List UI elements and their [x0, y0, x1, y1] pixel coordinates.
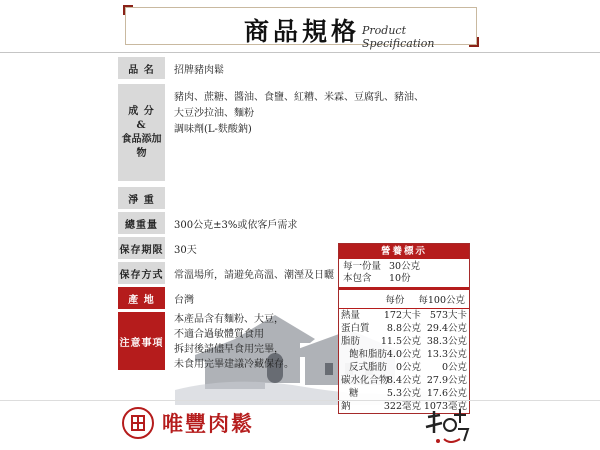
serving-size-label: 每一份量	[343, 261, 382, 272]
storage-label: 保存方式	[118, 262, 165, 284]
origin-value: 台灣	[174, 294, 194, 306]
name-value: 招牌豬肉鬆	[174, 64, 224, 76]
nutrient-per-100g: 13.3公克	[426, 349, 467, 360]
serving-size-value: 30公克	[389, 261, 421, 272]
nutrition-table	[338, 243, 470, 414]
page-header	[0, 0, 600, 52]
notice-value	[174, 312, 294, 370]
nutrient-per-serving: 8.8公克	[386, 323, 421, 334]
nutrient-name: 糖	[349, 388, 359, 399]
nutrition-title: 營養標示	[339, 244, 469, 259]
nutrition-row	[339, 322, 469, 335]
ingredients-label	[118, 84, 165, 181]
total-weight-value: 300公克±3%或依客戶需求	[174, 219, 298, 231]
nutrient-per-100g: 27.9公克	[426, 375, 467, 386]
column-per-serving: 每份	[385, 295, 405, 306]
name-label: 品 名	[118, 57, 165, 79]
nutrient-per-serving: 172大卡	[383, 310, 421, 321]
notice-line: 拆封後請儘早食用完畢，	[174, 344, 284, 355]
storage-value: 常溫場所，請避免高溫、潮溼及日曬	[174, 269, 334, 281]
notice-line: 未食用完畢建議冷藏保存。	[174, 359, 294, 370]
ingredients-label-line: 食品添加物	[121, 133, 162, 159]
nutrient-per-serving: 4.0公克	[386, 349, 421, 360]
nutrient-per-100g: 573大卡	[429, 310, 467, 321]
brand-name: 唯豐肉鬆	[162, 411, 254, 436]
nutrient-name: 反式脂肪	[349, 362, 388, 373]
nutrition-row	[339, 374, 469, 387]
nutrition-row	[339, 348, 469, 361]
ingredients-label-line: &	[136, 119, 147, 131]
nutrient-per-100g: 1073毫克	[423, 401, 467, 412]
notice-label: 注意事項	[118, 312, 165, 370]
nutrient-name: 熱量	[341, 310, 361, 321]
nutrient-per-100g: 38.3公克	[426, 336, 467, 347]
calligraphy-stamp-icon	[420, 403, 480, 447]
nutrient-per-serving: 5.3公克	[386, 388, 421, 399]
ingredients-value	[174, 84, 424, 187]
ingredients-line: 大豆沙拉油、麵粉	[174, 108, 254, 119]
notice-line: 不適合過敏體質食用	[174, 329, 264, 340]
page-subtitle: Product Specification	[362, 24, 435, 50]
page-title: 商品規格	[244, 17, 361, 46]
nutrition-column-header	[339, 290, 469, 309]
ingredients-line: 調味劑(L-麩酸鈉)	[174, 124, 252, 135]
title-frame	[125, 7, 477, 50]
nutrient-name: 飽和脂肪	[349, 349, 388, 360]
shelf-life-value: 30天	[174, 244, 197, 256]
net-weight-label: 淨 重	[118, 187, 165, 209]
nutrition-row	[339, 309, 469, 322]
header-divider	[0, 52, 600, 53]
ingredients-line: 豬肉、蔗糖、醬油、食鹽、紅糟、米霖、豆腐乳、豬油、	[174, 92, 424, 103]
servings-count-value: 10份	[389, 273, 411, 284]
nutrition-row	[339, 387, 469, 400]
nutrition-serving-info	[339, 259, 469, 290]
nutrient-per-serving: 322毫克	[383, 401, 421, 412]
brand-logo-block	[122, 407, 254, 439]
servings-count-label: 本包含	[343, 273, 372, 284]
nutrient-name: 鈉	[341, 401, 351, 412]
total-weight-label: 總重量	[118, 212, 165, 234]
brand-seal-icon	[122, 407, 154, 439]
ingredients-label-line: 成 分	[128, 105, 155, 117]
footer-divider	[0, 400, 600, 401]
nutrient-per-100g: 17.6公克	[426, 388, 467, 399]
nutrient-per-100g: 29.4公克	[426, 323, 467, 334]
nutrient-name: 蛋白質	[341, 323, 370, 334]
nutrient-name: 碳水化合物	[341, 375, 389, 386]
column-per-100g: 每100公克	[418, 295, 465, 306]
nutrient-name: 脂肪	[341, 336, 361, 347]
nutrient-per-serving: 0公克	[395, 362, 421, 373]
shelf-life-label: 保存期限	[118, 237, 165, 259]
nutrient-per-serving: 11.5公克	[380, 336, 421, 347]
origin-label: 產 地	[118, 287, 165, 309]
notice-line: 本產品含有麵粉、大豆，	[174, 314, 284, 325]
nutrient-per-100g: 0公克	[441, 362, 467, 373]
nutrition-row	[339, 335, 469, 348]
nutrition-row	[339, 361, 469, 374]
nutrient-per-serving: 8.4公克	[386, 375, 421, 386]
nutrition-rows	[339, 309, 469, 413]
